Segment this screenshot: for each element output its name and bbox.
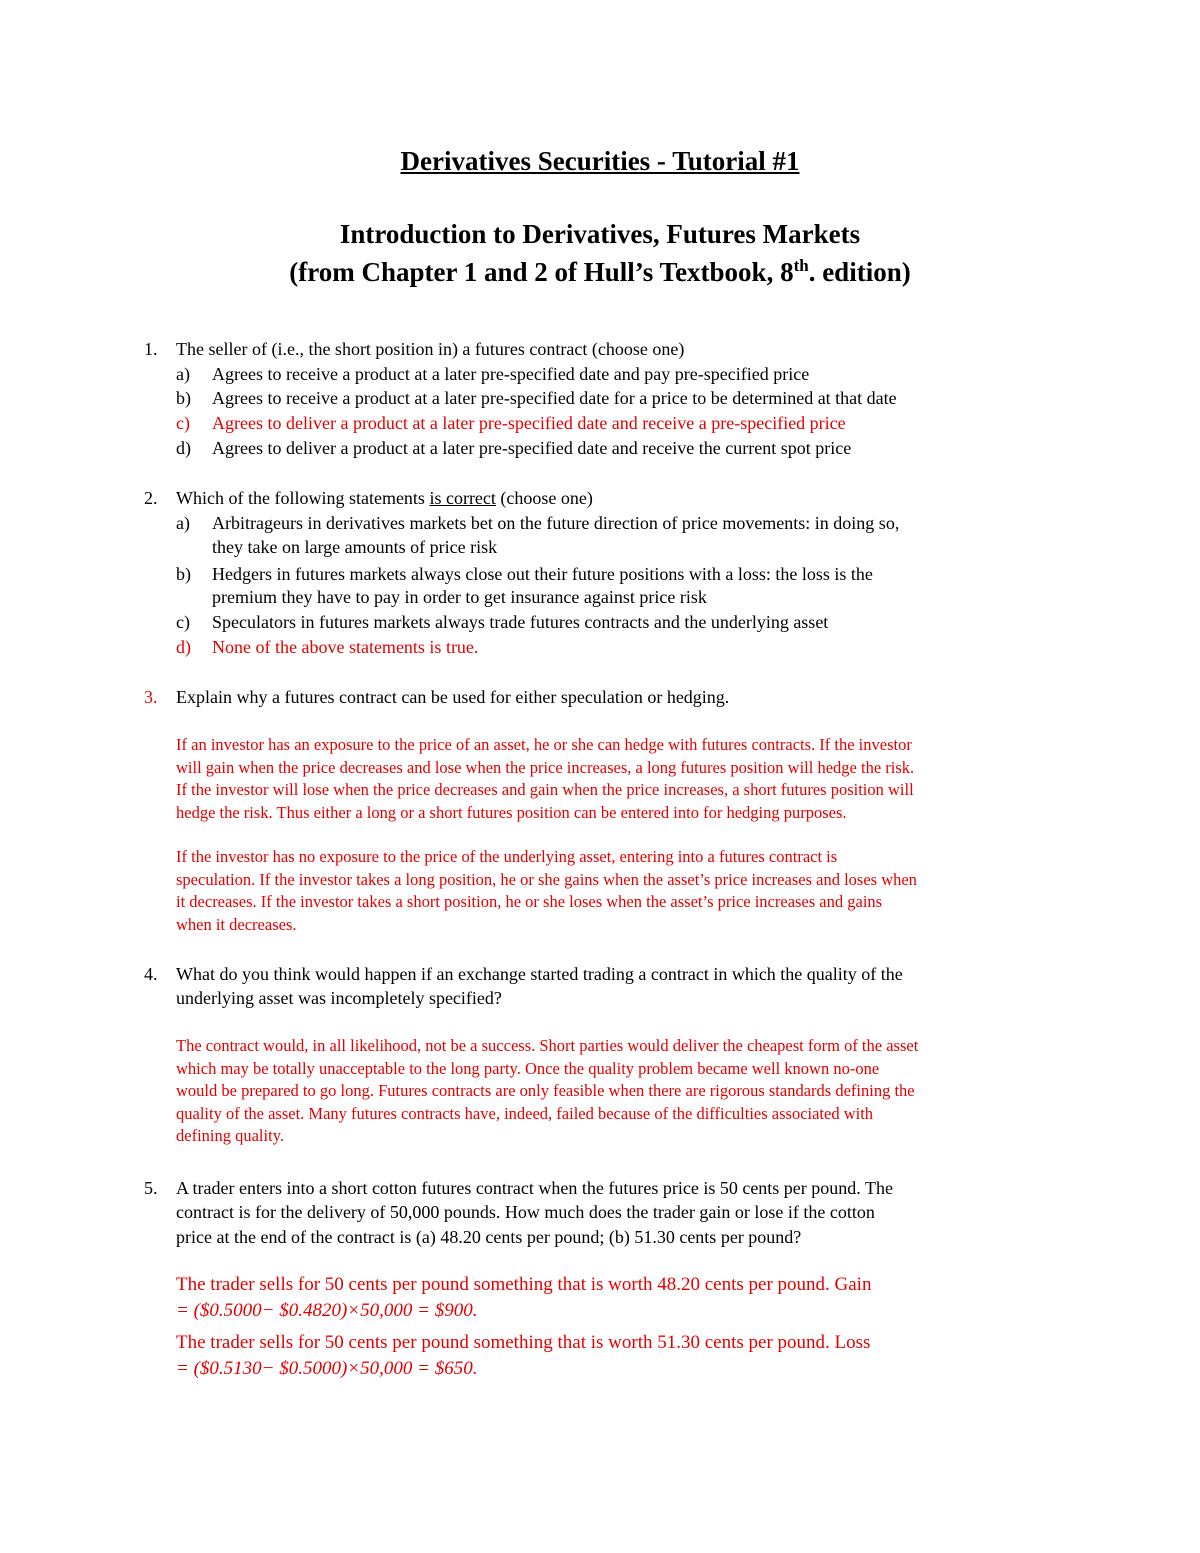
option-text: Agrees to receive a product at a later pre-specified date for a price to be determined at that date <box>212 388 897 408</box>
option-text: Hedgers in futures markets always close out their future positions with a loss: the loss is the <box>212 564 873 584</box>
question-text-end: (choose one) <box>495 488 593 508</box>
question-text-cont: price at the end of the contract is (a) 48.20 cents per pound; (b) 51.30 cents per pound? <box>176 1227 802 1247</box>
option-text: Agrees to deliver a product at a later pre-specified date and receive the current spot price <box>212 438 852 458</box>
q5-answer-a-equation: = ($0.5000− $0.4820)×50,000 = $900. <box>176 1300 478 1321</box>
q3-answer-paragraph-2 <box>176 846 1066 936</box>
option-label: b) <box>176 388 191 408</box>
answer-line: speculation. If the investor takes a long position, he or she gains when the asset’s price increases and loses when <box>176 869 917 889</box>
answer-line: defining quality. <box>176 1126 284 1145</box>
option-text: Speculators in futures markets always trade futures contracts and the underlying asset <box>212 612 829 632</box>
answer-line: hedge the risk. Thus either a long or a short futures position can be entered into for hedging purposes. <box>176 802 847 822</box>
option-label: c) <box>176 413 190 433</box>
answer-line: will gain when the price decreases and lose when the price increases, a long futures position will hedge the risk. <box>176 757 915 777</box>
option-label: c) <box>176 612 190 632</box>
question-text: The seller of (i.e., the short position in) a futures contract (choose one) <box>176 339 685 359</box>
option-text: Arbitrageurs in derivatives markets bet on the future direction of price movements: in doing so, <box>212 513 900 533</box>
question-number: 4. <box>144 964 158 984</box>
document-subtitle-source <box>0 256 1200 288</box>
question-text: What do you think would happen if an exchange started trading a contract in which the quality of the <box>176 964 903 984</box>
answer-line: which may be totally unacceptable to the long party. Once the quality problem became well known no-one <box>176 1058 880 1078</box>
question-number: 2. <box>144 488 158 508</box>
option-text-cont: premium they have to pay in order to get insurance against price risk <box>212 587 707 607</box>
option-text: Agrees to receive a product at a later pre-specified date and pay pre-specified price <box>212 364 810 384</box>
source-text: (from Chapter 1 and 2 of Hull’s Textbook, 8 <box>289 257 794 287</box>
question-text-emphasis: is correct <box>429 488 496 508</box>
option-label: a) <box>176 364 190 384</box>
option-label: d) <box>176 637 191 657</box>
answer-line: quality of the asset. Many futures contracts have, indeed, failed because of the difficulties associated with <box>176 1103 874 1123</box>
question-text <box>176 486 593 510</box>
q5-answer-a: The trader sells for 50 cents per pound something that is worth 48.20 cents per pound. Gain <box>176 1274 872 1295</box>
answer-line: If the investor will lose when the price decreases and gain when the price increases, a short futures position will <box>176 780 914 799</box>
q5-answer-b-equation: = ($0.5130− $0.5000)×50,000 = $650. <box>176 1358 478 1379</box>
option-text: Agrees to deliver a product at a later pre-specified date and receive a pre-specified price <box>212 413 846 433</box>
document-title: Derivatives Securities - Tutorial #1 <box>400 146 800 176</box>
q5-answer-b: The trader sells for 50 cents per pound something that is worth 51.30 cents per pound. Loss <box>176 1332 871 1353</box>
question-number: 1. <box>144 339 158 359</box>
answer-line: it decreases. If the investor takes a short position, he or she loses when the asset’s price increases and gains <box>176 892 883 911</box>
answer-line: would be prepared to go long. Futures contracts are only feasible when there are rigorous standards defining the <box>176 1081 915 1100</box>
question-text: A trader enters into a short cotton futures contract when the futures price is 50 cents per pound. The <box>176 1178 893 1198</box>
question-number: 5. <box>144 1178 158 1198</box>
q3-answer-paragraph-1 <box>176 734 1066 824</box>
edition-superscript: th <box>793 256 809 275</box>
answer-line: If an investor has an exposure to the price of an asset, he or she can hedge with futures contracts. If the investor <box>176 735 912 754</box>
q4-answer <box>176 1035 1066 1148</box>
question-text: Explain why a futures contract can be used for either speculation or hedging. <box>176 687 730 707</box>
option-label: d) <box>176 438 191 458</box>
question-text-cont: underlying asset was incompletely specified? <box>176 988 502 1008</box>
option-label: b) <box>176 564 191 584</box>
source-text-end: . edition) <box>808 257 911 287</box>
option-text: None of the above statements is true. <box>212 637 479 657</box>
option-text-cont: they take on large amounts of price risk <box>212 537 498 557</box>
answer-line: If the investor has no exposure to the price of the underlying asset, entering into a futures contract is <box>176 847 838 866</box>
answer-line: The contract would, in all likelihood, not be a success. Short parties would deliver the cheapest form of the asset <box>176 1036 919 1055</box>
question-text-start: Which of the following statements <box>176 488 430 508</box>
option-label: a) <box>176 513 190 533</box>
question-text-cont: contract is for the delivery of 50,000 pounds. How much does the trader gain or lose if the cotton <box>176 1202 875 1222</box>
document-subtitle: Introduction to Derivatives, Futures Markets <box>339 219 861 249</box>
answer-line: when it decreases. <box>176 914 297 934</box>
question-number: 3. <box>144 687 158 707</box>
